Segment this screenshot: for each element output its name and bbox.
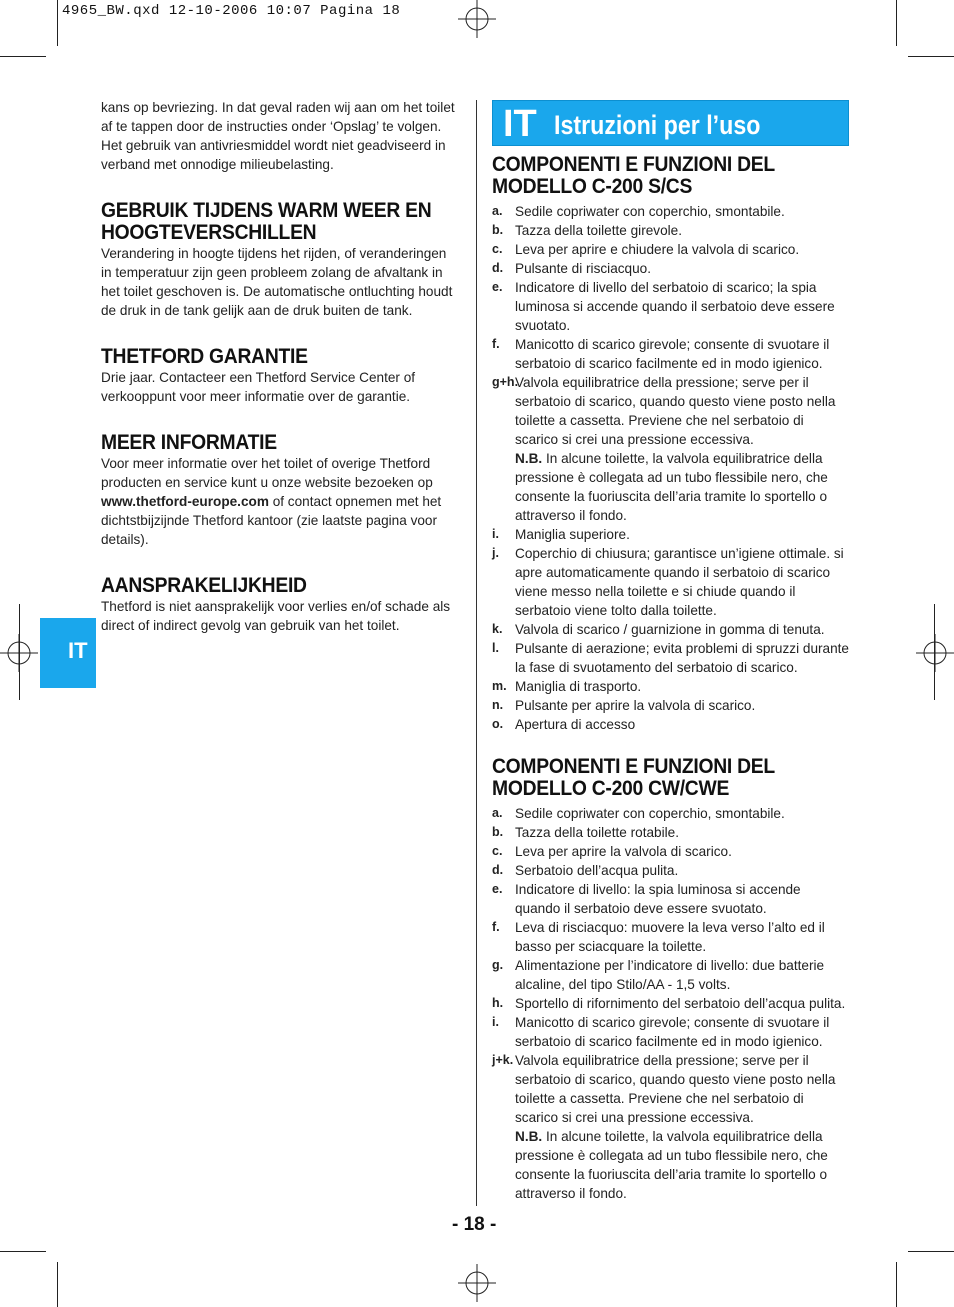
item-key: c. xyxy=(492,844,503,858)
list-item xyxy=(492,994,849,1013)
more-info-text-end: of contact opnemen met het dichtstbijzijnde Thetford kantoor (zie laatste pagina voor details). xyxy=(101,494,442,547)
section-text-liability: Thetford is niet aansprakelijk voor verlies en/of schade als direct of indirect gevolg van gebruik van het toilet. xyxy=(101,599,451,633)
item-text: Valvola di scarico / guarnizione in gomma di tenuta. xyxy=(515,622,825,637)
section-text-warm-weather: Verandering in hoogte tijdens het rijden, of veranderingen in temperatuur zijn geen probleem zolang de afvaltank in het toilet geschoven is. De automatische ontluchting houdt de druk in de tank gelijk aan de druk buiten de tank. xyxy=(101,246,453,318)
item-text: Leva per aprire e chiudere la valvola di scarico. xyxy=(515,242,800,257)
crop-mark xyxy=(934,604,935,700)
list-item xyxy=(492,373,849,525)
list-item xyxy=(492,1051,849,1203)
registration-mark-icon xyxy=(916,634,954,672)
item-key: b. xyxy=(492,825,504,839)
side-tab-label: IT xyxy=(68,638,88,663)
item-key: a. xyxy=(492,204,503,218)
section-heading-warranty: THETFORD GARANTIE xyxy=(101,345,308,368)
section-heading-warm-weather: GEBRUIK TIJDENS WARM WEER EN HOOGTEVERSCHILLEN xyxy=(101,199,432,244)
list-item xyxy=(492,880,849,918)
item-key: h. xyxy=(492,996,504,1010)
file-slug: 4965_BW.qxd 12-10-2006 10:07 Pagina 18 xyxy=(62,3,401,19)
item-key: f. xyxy=(492,920,500,934)
section-text-more-info xyxy=(101,454,457,549)
item-key: g. xyxy=(492,958,504,972)
registration-mark-icon xyxy=(458,0,496,38)
component-list-s-cs xyxy=(492,202,849,734)
item-text: Valvola equilibratrice della pressione; serve per il serbatoio di scarico, quando questo viene posto nella toilette a cassetta. Previene che nel serbatoio di scarico si crei una pressione eccessiva. xyxy=(515,1053,836,1125)
item-text: Indicatore di livello: la spia luminosa si accende quando il serbatoio deve essere svuotato. xyxy=(515,882,801,916)
item-text: Sedile copriwater con coperchio, smontabile. xyxy=(515,806,785,821)
list-item xyxy=(492,620,849,639)
list-item xyxy=(492,715,849,734)
list-item xyxy=(492,956,849,994)
item-text: Maniglia di trasporto. xyxy=(515,679,642,694)
list-item xyxy=(492,677,849,696)
item-text: Leva di risciacquo: muovere la leva verso l’alto ed il basso per sciacquare la toilette. xyxy=(515,920,825,954)
list-item xyxy=(492,842,849,861)
note-label: N.B. xyxy=(515,1129,543,1144)
item-text: Pulsante di aerazione; evita problemi di spruzzi durante la fase di svuotamento del serbatoio di scarico. xyxy=(515,641,849,675)
right-column xyxy=(492,100,849,1203)
item-key: e. xyxy=(492,280,503,294)
language-banner xyxy=(492,100,849,146)
section-heading-cw-cwe: COMPONENTI E FUNZIONI DEL MODELLO C-200 CW/CWE xyxy=(492,755,775,800)
item-text: Manicotto di scarico girevole; consente di svuotare il serbatoio di scarico facilmente ed in modo igienico. xyxy=(515,337,830,371)
crop-mark xyxy=(0,56,46,57)
list-item xyxy=(492,221,849,240)
item-key: o. xyxy=(492,717,504,731)
website-link[interactable]: www.thetford-europe.com xyxy=(101,494,269,509)
item-text: Sedile copriwater con coperchio, smontabile. xyxy=(515,204,785,219)
item-text: Coperchio di chiusura; garantisce un’igiene ottimale. si apre automaticamente quando il serbatoio di scarico viene messo nella toilette e si chiude quando il serbatoio viene tolto dalla toilette. xyxy=(515,546,844,618)
item-text: Sportello di rifornimento del serbatoio dell’acqua pulita. xyxy=(515,996,846,1011)
item-key: l. xyxy=(492,641,499,655)
list-item xyxy=(492,544,849,620)
item-text: Pulsante di risciacquo. xyxy=(515,261,652,276)
item-text: Apertura di accesso xyxy=(515,717,636,732)
item-key: b. xyxy=(492,223,504,237)
list-item xyxy=(492,278,849,335)
note-text: In alcune toilette, la valvola equilibratrice della pressione è collegata ad un tubo flessibile nero, che consente la fuoriuscita dell’aria tramite lo sportello o attraverso il fondo. xyxy=(515,1129,828,1201)
left-column xyxy=(101,98,457,635)
item-note xyxy=(515,1127,849,1203)
item-text: Maniglia superiore. xyxy=(515,527,630,542)
section-heading-s-cs: COMPONENTI E FUNZIONI DEL MODELLO C-200 S/CS xyxy=(492,153,775,198)
item-key: k. xyxy=(492,622,503,636)
item-key: e. xyxy=(492,882,503,896)
crop-mark xyxy=(908,56,954,57)
item-key: g+h. xyxy=(492,375,519,389)
section-heading-liability: AANSPRAKELIJKHEID xyxy=(101,574,307,597)
list-item xyxy=(492,861,849,880)
section-text-warranty: Drie jaar. Contacteer een Thetford Service Center of verkooppunt voor meer informatie over de garantie. xyxy=(101,370,416,404)
crop-mark xyxy=(0,1251,46,1252)
item-key: f. xyxy=(492,337,500,351)
item-text: Leva per aprire la valvola di scarico. xyxy=(515,844,732,859)
page-number: - 18 - xyxy=(452,1214,497,1235)
crop-mark xyxy=(908,1251,954,1252)
note-label: N.B. xyxy=(515,451,543,466)
intro-paragraph: kans op bevriezing. In dat geval raden wij aan om het toilet af te tappen door de instructies onder ‘Opslag’ te volgen. Het gebruik van antivriesmiddel wordt niet geadviseerd in verband met onnodige milieubelasting. xyxy=(101,100,455,172)
item-text: Serbatoio dell’acqua pulita. xyxy=(515,863,679,878)
note-text: In alcune toilette, la valvola equilibratrice della pressione è collegata ad un tubo flessibile nero, che consente la fuoriuscita dell’aria tramite lo sportello o attraverso il fondo. xyxy=(515,451,828,523)
list-item xyxy=(492,804,849,823)
list-item xyxy=(492,240,849,259)
item-text: Indicatore di livello del serbatoio di scarico; la spia luminosa si accende quando il serbatoio deve essere svuotato. xyxy=(515,280,835,333)
list-item xyxy=(492,696,849,715)
item-key: d. xyxy=(492,261,504,275)
registration-mark-icon xyxy=(458,1264,496,1302)
list-item xyxy=(492,202,849,221)
list-item xyxy=(492,259,849,278)
item-text: Alimentazione per l’indicatore di livello: due batterie alcaline, del tipo Stilo/AA - 1,5 volts. xyxy=(515,958,825,992)
item-text: Manicotto di scarico girevole; consente di svuotare il serbatoio di scarico facilmente ed in modo igienico. xyxy=(515,1015,830,1049)
list-item xyxy=(492,918,849,956)
item-note xyxy=(515,449,849,525)
item-key: i. xyxy=(492,1015,499,1029)
crop-mark xyxy=(57,0,58,46)
item-key: m. xyxy=(492,679,507,693)
list-item xyxy=(492,1013,849,1051)
item-key: j+k. xyxy=(492,1053,514,1067)
item-text: Tazza della toilette girevole. xyxy=(515,223,682,238)
banner-language-code: IT xyxy=(503,103,537,145)
crop-mark xyxy=(896,1262,897,1307)
banner-title: Istruzioni per l’uso xyxy=(554,110,761,140)
component-list-cw-cwe xyxy=(492,804,849,1203)
more-info-text-start: Voor meer informatie over het toilet of overige Thetford producten en service kunt u onze website bezoeken op xyxy=(101,456,433,490)
item-key: a. xyxy=(492,806,503,820)
list-item xyxy=(492,823,849,842)
crop-mark xyxy=(19,604,20,700)
item-text: Pulsante per aprire la valvola di scarico. xyxy=(515,698,756,713)
list-item xyxy=(492,525,849,544)
item-key: i. xyxy=(492,527,499,541)
language-side-tab xyxy=(40,618,96,688)
crop-mark xyxy=(896,0,897,46)
section-heading-more-info: MEER INFORMATIE xyxy=(101,431,277,454)
item-key: j. xyxy=(492,546,499,560)
crop-mark xyxy=(57,1262,58,1307)
list-item xyxy=(492,639,849,677)
item-key: d. xyxy=(492,863,504,877)
item-key: c. xyxy=(492,242,503,256)
item-text: Valvola equilibratrice della pressione; serve per il serbatoio di scarico, quando questo viene posto nella toilette a cassetta. Previene che nel serbatoio di scarico si crei una pressione eccessiva. xyxy=(515,375,836,447)
list-item xyxy=(492,335,849,373)
item-key: n. xyxy=(492,698,504,712)
item-text: Tazza della toilette rotabile. xyxy=(515,825,679,840)
column-divider xyxy=(476,100,477,1206)
